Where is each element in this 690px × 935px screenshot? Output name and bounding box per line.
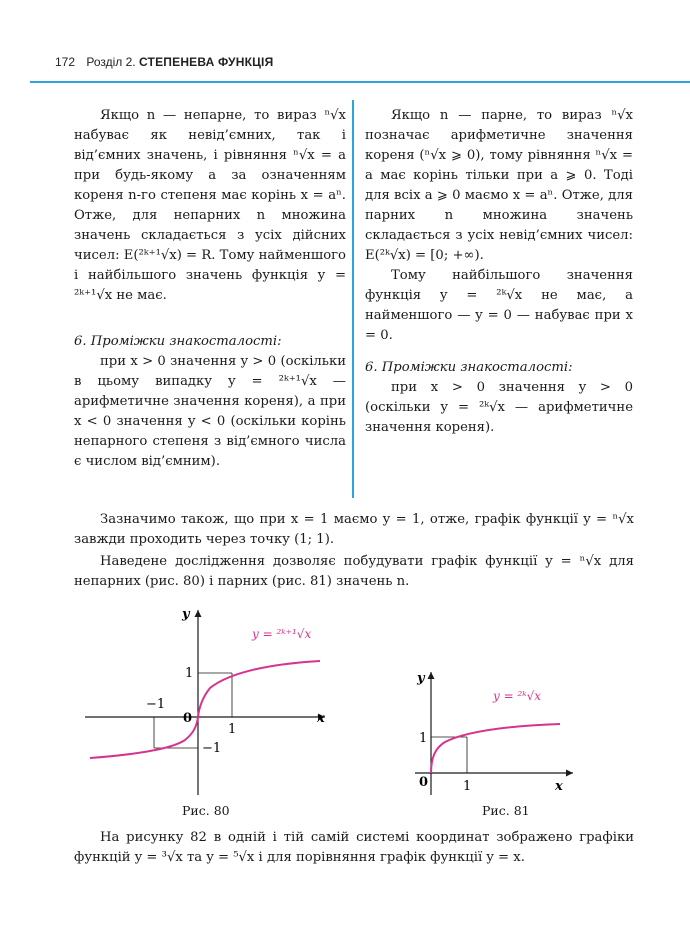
fig81-x-label: x (555, 779, 563, 794)
figure-80 (80, 600, 340, 800)
fig80-tick-neg1-y: −1 (202, 741, 222, 756)
right-paragraph-even: Якщо n — парне, то вираз ⁿ√x позначає арифметичне значення кореня (ⁿ√x ⩾ 0), тому рівняння ⁿ√x = a має корінь тільки при a ⩾ 0. Тоді для всіх a ⩾ 0 маємо x = aⁿ. Отже, для парних n множина значень складається з усіх невід’ємних чисел: E(²ᵏ√x) = [0; +∞). (365, 108, 633, 263)
page-number: 172 (55, 55, 76, 69)
fig80-origin: 0 (183, 711, 193, 726)
fig81-caption: Рис. 81 (482, 803, 530, 818)
left-column (74, 106, 346, 472)
body-paragraph-graphs: Наведене дослідження дозволяє побудувати графік функції y = ⁿ√x для непарних (рис. 80) і парних (рис. 81) значень n. (74, 554, 634, 589)
right-column (365, 106, 633, 438)
fig80-tick-neg1-x: −1 (146, 697, 166, 712)
fig81-curve (431, 724, 560, 773)
left-section-heading: 6. Проміжки знакосталості: (74, 334, 282, 349)
right-section-heading: 6. Проміжки знакосталості: (365, 360, 573, 375)
body-paragraph-point: Зазначимо також, що при x = 1 маємо y = 1, отже, графік функції y = ⁿ√x завжди проходить через точку (1; 1). (74, 512, 634, 547)
right-paragraph-extremes: Тому найбільшого значення функція y = ²ᵏ√x не має, а найменшого — y = 0 — набуває при x = 0. (365, 268, 633, 343)
figure-81 (405, 660, 585, 800)
fig81-origin: 0 (419, 775, 429, 790)
fig80-x-label: x (317, 711, 325, 726)
fig80-tick-1-y: 1 (185, 666, 194, 681)
left-paragraph-sign: при x > 0 значення y > 0 (оскільки в цьому випадку y = ²ᵏ⁺¹√x — арифметичне значення кореня), а при x < 0 значення y < 0 (оскільки корінь непарного степеня з від’ємного числа є числом від’ємним). (74, 354, 346, 469)
header-rule (30, 81, 690, 83)
chapter-title: СТЕПЕНЕВА ФУНКЦІЯ (138, 55, 274, 69)
fig80-curve-label: y = ²ᵏ⁺¹√x (252, 627, 312, 641)
fig80-caption: Рис. 80 (182, 803, 230, 818)
page-header (55, 55, 273, 69)
right-paragraph-sign: при x > 0 значення y > 0 (оскільки y = ²ᵏ√x — арифметичне значення кореня). (365, 380, 633, 435)
fig80-tick-1-x: 1 (228, 722, 237, 737)
fig81-curve-label: y = ²ᵏ√x (493, 689, 542, 703)
left-paragraph-odd: Якщо n — непарне, то вираз ⁿ√x набуває як невід’ємних, так і від’ємних значень, і рівняння ⁿ√x = a при будь-якому a за означенням кореня n-го степеня має корінь x = aⁿ. Отже, для непарних n множина значень складається з усіх дійсних чисел: E(²ᵏ⁺¹√x) = R. Тому найменшого і найбільшого значень функція y = ²ᵏ⁺¹√x не має. (74, 108, 346, 303)
fig81-tick-1-x: 1 (463, 779, 472, 794)
fig80-y-label: y (182, 607, 190, 622)
fig81-tick-1-y: 1 (419, 731, 428, 746)
body-paragraph-fig82: На рисунку 82 в одній і тій самій системі координат зображено графіки функцій y = ³√x та y = ⁵√x і для порівняння графік функції y = x. (74, 830, 634, 865)
chapter-label: Розділ 2. (86, 55, 136, 69)
fig81-y-label: y (417, 671, 425, 686)
column-divider (352, 100, 354, 498)
